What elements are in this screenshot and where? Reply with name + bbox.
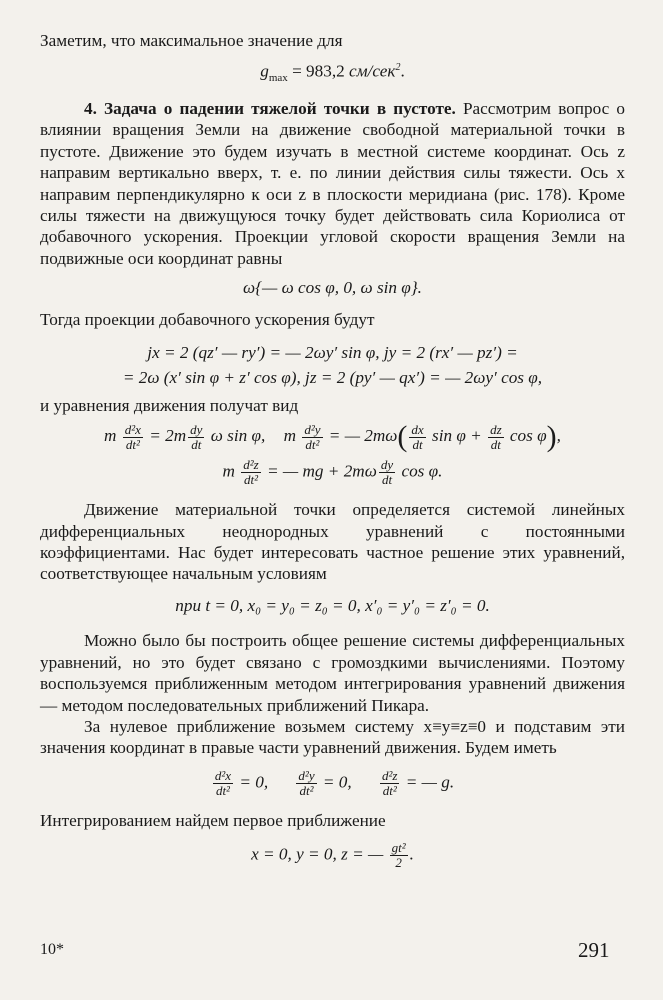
first-approx-equation: x = 0, y = 0, z = — $\frac{\text{gt²}}{2}$ . xyxy=(251,840,414,871)
section-heading: 4. Задача о падении тяжелой точки в пустоте. xyxy=(84,98,456,118)
fraction: $\frac{\text{d²x}}{\text{dt²}}$ xyxy=(124,421,141,452)
paren-close: ) xyxy=(546,420,557,454)
fraction: $\frac{\text{d²z}}{\text{dt²}}$ xyxy=(243,457,259,488)
page-body xyxy=(40,30,625,870)
initial-conditions: при t = 0, x₀ = y₀ = z₀ = 0, x′₀ = y′₀ = z′₀ = 0. xyxy=(175,595,490,615)
paragraph: Можно было бы построить общее решение системы дифференциальных уравнений, но это будет связано с громоздкими вычислениями. Поэтому воспользуемся приближенным методом интегрирования уравнений движения — методом последовательных приближений Пикара. xyxy=(40,631,625,715)
fraction: $\frac{\text{d²y}}{\text{dt²}}$ xyxy=(298,767,315,798)
text-line: Тогда проекции добавочного ускорения будут xyxy=(40,309,375,329)
paragraph: За нулевое приближение возьмем систему x≡y≡z≡0 и подставим эти значения координат в правые части уравнений движения. Будем иметь xyxy=(40,716,625,758)
fraction: $\frac{dz}{dt}$ xyxy=(490,421,502,452)
fraction: $\frac{dy}{dt}$ xyxy=(380,457,394,488)
omega-equation: ω{— ω cos φ, 0, ω sin φ}. xyxy=(243,278,422,298)
text-line: и уравнения движения получат вид xyxy=(40,395,299,415)
motion-equation-z: m $\frac{\text{d²z}}{\text{dt²}}$ = — mg + 2mω $\frac{dy}{dt}$ cos φ. xyxy=(222,457,443,488)
fraction: $\frac{\text{d²y}}{\text{dt²}}$ xyxy=(304,421,321,452)
section-paragraph: 4. Задача о падении тяжелой точки в пустоте. Рассмотрим вопрос о влиянии вращения Земли на движение свободной материальной точки в пустоте. Движение это будем изучать в местной системе координат. Ось z направим вертикально вверх, т. е. по линии действия силы тяжести. Ось x направим перпендикулярно к оси z в плоскости меридиана (рис. 178). Кроме силы тяжести на движущуюся точку будет действовать сила Кориолиса от добавочного ускорения. Проекции угловой скорости вращения Земли на подвижные оси координат равны xyxy=(40,98,625,268)
paren-open: ( xyxy=(397,420,408,454)
gmax-equation: $g_{max} = 983,2$ см/сек$^2$. xyxy=(260,62,405,85)
text-line: Заметим, что максимальное значение для xyxy=(40,31,343,50)
fraction: $\frac{dx}{dt}$ xyxy=(411,421,424,452)
paragraph: Движение материальной точки определяется системой линейных дифференциальных неоднородных уравнений с постоянными коэффициентами. Нас будет интересовать частное решение этих уравнений, соответствующее начальным условиям xyxy=(40,500,625,584)
fraction: $\frac{dy}{dt}$ xyxy=(190,421,203,452)
fraction: $\frac{\text{d²z}}{\text{dt²}}$ xyxy=(381,767,398,798)
signature-mark: 10* xyxy=(40,941,64,958)
j-equation-2: = 2ω (x′ sin φ + z′ cos φ), jz = 2 (py′ — qx′) = — 2ωy′ cos φ, xyxy=(122,368,543,388)
text-line: Интегрированием найдем первое приближение xyxy=(40,810,386,830)
page-number: 291 xyxy=(578,938,610,962)
zero-approx-equations: $\frac{\text{d²x}}{\text{dt²}}$ = 0, $\frac{\text{d²y}}{\text{dt²}}$ = 0, $\frac{\text{d²z}}{\text{dt²}}$ = — g. xyxy=(214,767,455,798)
fraction: $\frac{\text{d²x}}{\text{dt²}}$ xyxy=(214,767,232,798)
fraction: $\frac{\text{gt²}}{2}$ xyxy=(391,840,406,871)
j-equation-1: jx = 2 (qz′ — ry′) = — 2ωy′ sin φ, jy = 2 (rx′ — pz′) = xyxy=(147,343,518,363)
motion-equations-xy: m $\frac{\text{d²x}}{\text{dt²}}$ = 2m $\frac{dy}{dt}$ ω sin φ, m $\frac{\text{d²y}}{\text{dt²}}$ = — 2mω( $\frac{dx}{dt}$ sin φ + $\frac{dz}{dt}$ cos φ), xyxy=(104,420,561,454)
